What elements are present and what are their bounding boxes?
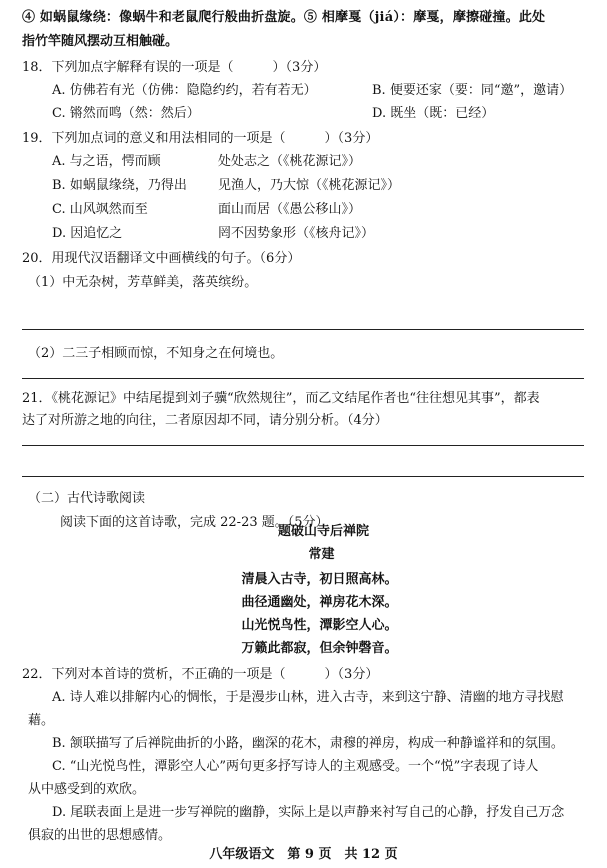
question-20-item-1: （1）中无杂树，芳草鲜美，落英缤纷。	[28, 275, 258, 290]
note-line-1: ④ 如蜗鼠缘绕：像蜗牛和老鼠爬行般曲折盘旋。⑤ 相摩戛（jiá）：摩戛，摩擦碰撞。此处	[22, 10, 546, 25]
section-title: （二）古代诗歌阅读	[28, 491, 146, 506]
question-21-line-2: 达了对所游之地的向往，二者原因却不同，请分别分析。（4分）	[22, 413, 388, 428]
question-18-option-c: C. 锵然而鸣（然：然后）	[52, 106, 200, 121]
poem-line-3: 山光悦鸟性，潭影空人心。	[241, 618, 398, 633]
question-22-option-d-line-2: 俱寂的出世的思想感情。	[28, 828, 172, 843]
section-intro: 阅读下面的这首诗歌，完成 22-23 题。（5分）	[60, 515, 329, 530]
question-19-option-c-left: C. 山风飒然而至	[52, 202, 148, 217]
question-20-stem: 20．用现代汉语翻译文中画横线的句子。（6分）	[22, 251, 301, 266]
question-22-option-a-line-1: A. 诗人难以排解内心的惆怅，于是漫步山林，进入古寺，来到这宁静、清幽的地方寻找慰	[52, 690, 564, 705]
question-18-stem: 18．下列加点字解释有误的一项是（ ）（3分）	[22, 60, 327, 75]
question-19-stem: 19．下列加点词的意义和用法相同的一项是（ ）（3分）	[22, 131, 379, 146]
poem-line-4: 万籁此都寂，但余钟磬音。	[241, 641, 398, 656]
answer-line	[22, 445, 584, 446]
question-19-option-a-right: 处处志之（《桃花源记》）	[218, 154, 362, 169]
question-19-option-b-right: 见渔人，乃大惊（《桃花源记》）	[218, 178, 401, 193]
question-22-option-c-line-1: C. “山光悦鸟性，潭影空人心”两句更多抒写诗人的主观感受。一个“悦”字表现了诗人	[52, 759, 539, 774]
page-footer: 八年级语文 第 9 页 共 12 页	[209, 847, 398, 862]
question-22-option-b: B. 颔联描写了后禅院曲折的小路，幽深的花木，肃穆的禅房，构成一种静谧祥和的氛围。	[52, 736, 564, 751]
poem-line-1: 清晨入古寺，初日照高林。	[241, 572, 398, 587]
question-18-option-a: A. 仿佛若有光（仿佛：隐隐约约，若有若无）	[52, 83, 317, 98]
question-20-item-2: （2）二三子相顾而惊，不知身之在何境也。	[28, 346, 284, 361]
answer-line	[22, 329, 584, 330]
poem-line-2: 曲径通幽处，禅房花木深。	[241, 595, 398, 610]
question-19-option-b-left: B. 如蜗鼠缘绕，乃得出	[52, 178, 187, 193]
question-19-option-d-right: 罔不因势象形（《核舟记》）	[218, 226, 375, 241]
question-19-option-c-right: 面山而居（《愚公移山》）	[218, 202, 362, 217]
answer-line	[22, 476, 584, 477]
poem-author: 常建	[308, 547, 335, 562]
question-22-stem: 22．下列对本首诗的赏析，不正确的一项是（ ）（3分）	[22, 667, 379, 682]
question-18-option-d: D. 既坐（既：已经）	[372, 106, 495, 121]
note-line-2: 指竹竿随风摆动互相触碰。	[22, 34, 179, 49]
answer-line	[22, 378, 584, 379]
question-22-option-d-line-1: D. 尾联表面上是进一步写禅院的幽静，实际上是以声静来衬写自己的心静，抒发自己万念	[52, 805, 565, 820]
poem-title: 题破山寺后禅院	[277, 524, 369, 539]
question-21-line-1: 21．《桃花源记》中结尾提到刘子骥“欣然规往”，而乙文结尾作者也“往往想见其事”，都表	[22, 391, 540, 406]
question-19-option-d-left: D. 因追忆之	[52, 226, 123, 241]
question-22-option-c-line-2: 从中感受到的欢欣。	[28, 782, 146, 797]
question-19-option-a-left: A. 与之语，愕而顾	[52, 154, 161, 169]
question-18-option-b: B. 便要还家（要：同“邀”，邀请）	[372, 83, 573, 98]
question-22-option-a-line-2: 藉。	[28, 713, 55, 728]
